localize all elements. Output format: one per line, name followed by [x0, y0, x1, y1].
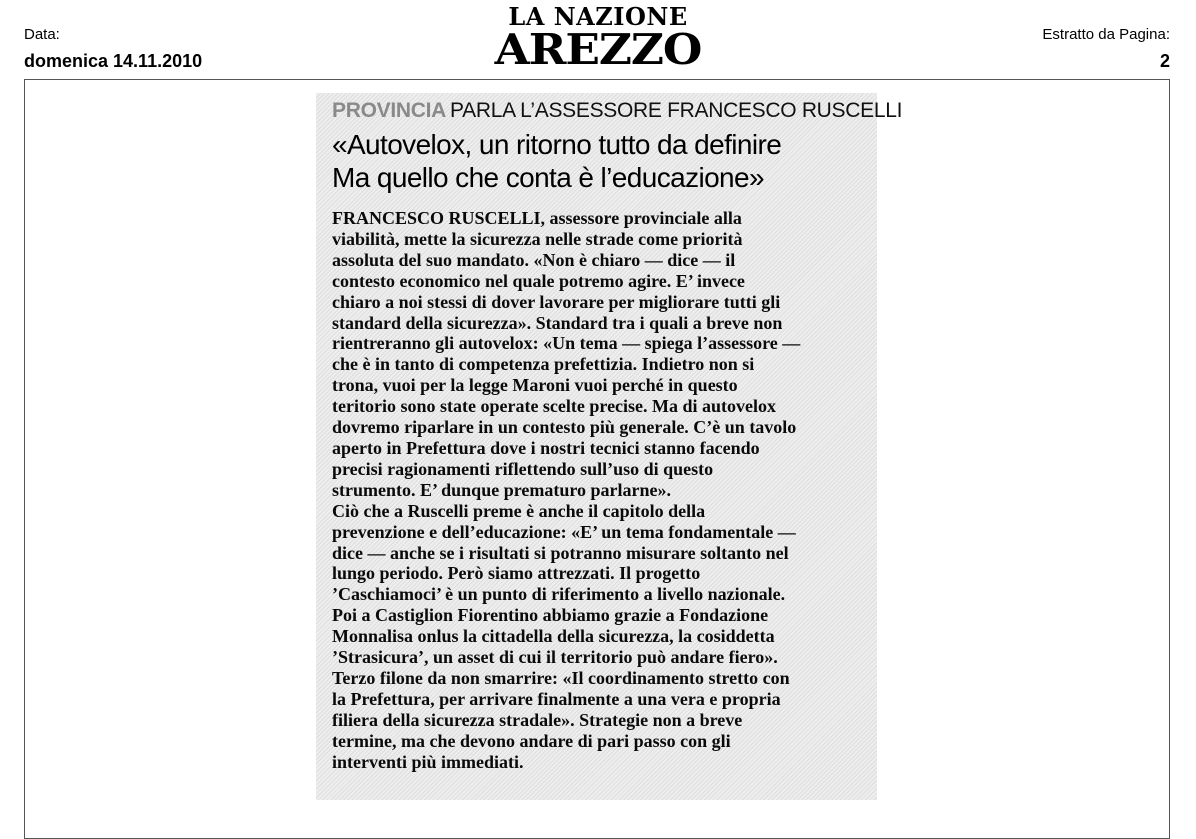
- date-label: Data:: [24, 26, 60, 43]
- page-number: 2: [1159, 51, 1170, 71]
- body-line: aperto in Prefettura dove i nostri tecnici stanno facendo: [332, 437, 760, 458]
- body-line: che è in tanto di competenza prefettizia. Indietro non si: [332, 354, 755, 375]
- body-line: ’Strasicura’, un asset di cui il territorio può andare fiero».: [332, 647, 778, 668]
- body-line: teritorio sono state operate scelte precise. Ma di autovelox: [332, 396, 777, 417]
- body-line: Ciò che a Ruscelli preme è anche il capitolo della: [332, 500, 706, 521]
- body-line: interventi più immediati.: [332, 751, 524, 772]
- page-label: Estratto da Pagina:: [1042, 26, 1170, 43]
- article-clipping: [316, 93, 903, 800]
- body-line: viabilità, mette la sicurezza nelle strade come priorità: [332, 228, 743, 249]
- headline-line: Ma quello che conta è l’educazione»: [332, 162, 764, 193]
- date-block: [24, 26, 202, 72]
- body-line: la Prefettura, per arrivare finalmente a una vera e propria: [332, 688, 781, 709]
- headline-line: «Autovelox, un ritorno tutto da definire: [332, 129, 782, 160]
- body-line: Monnalisa onlus la cittadella della sicurezza, la cosiddetta: [332, 626, 775, 647]
- body-line: precisi ragionamenti riflettendo sull’uso di questo: [332, 458, 714, 479]
- page-block: [1042, 26, 1170, 72]
- body-line: dice — anche se i risultati si potranno misurare soltanto nel: [332, 542, 789, 563]
- body-line: ’Caschiamoci’ è un punto di riferimento a livello nazionale.: [332, 584, 786, 605]
- date-value: domenica 14.11.2010: [24, 51, 203, 71]
- body-line: Poi a Castiglion Fiorentino abbiamo grazie a Fondazione: [332, 605, 769, 626]
- body-line: trona, vuoi per la legge Maroni vuoi perché in questo: [332, 375, 738, 396]
- masthead-edition: AREZZO: [494, 25, 702, 74]
- body-line: contesto economico nel quale potremo agire. E’ invece: [332, 270, 745, 291]
- body-line: prevenzione e dell’educazione: «E’ un tema fondamentale —: [332, 521, 796, 542]
- body-line: filiera della sicurezza stradale». Strategie non a breve: [332, 709, 743, 730]
- body-line: termine, ma che devono andare di pari passo con gli: [332, 730, 731, 751]
- article-body: [332, 208, 865, 772]
- body-line: lungo periodo. Però siamo attrezzati. Il progetto: [332, 563, 701, 584]
- kicker-text: PARLA L’ASSESSORE FRANCESCO RUSCELLI: [449, 99, 903, 122]
- kicker-section: PROVINCIA: [332, 99, 446, 122]
- article-headline: [332, 128, 865, 194]
- body-line: Terzo filone da non smarrire: «Il coordinamento stretto con: [332, 667, 790, 688]
- article-kicker: [332, 99, 903, 123]
- masthead-logo: [492, 2, 704, 74]
- body-line: strumento. E’ dunque prematuro parlarne».: [332, 479, 672, 500]
- body-line: standard della sicurezza». Standard tra i quali a breve non: [332, 312, 783, 333]
- body-line: dovremo riparlare in un contesto più generale. C’è un tavolo: [332, 417, 797, 438]
- masthead-title: LA NAZIONE: [508, 2, 688, 31]
- body-line: rientreranno gli autovelox: «Un tema — spiega l’assessore —: [332, 333, 801, 354]
- body-line: assoluta del suo mandato. «Non è chiaro — dice — il: [332, 249, 736, 270]
- body-line: FRANCESCO RUSCELLI, assessore provinciale alla: [332, 208, 742, 228]
- body-line: chiaro a noi stessi di dover lavorare per migliorare tutti gli: [332, 291, 781, 312]
